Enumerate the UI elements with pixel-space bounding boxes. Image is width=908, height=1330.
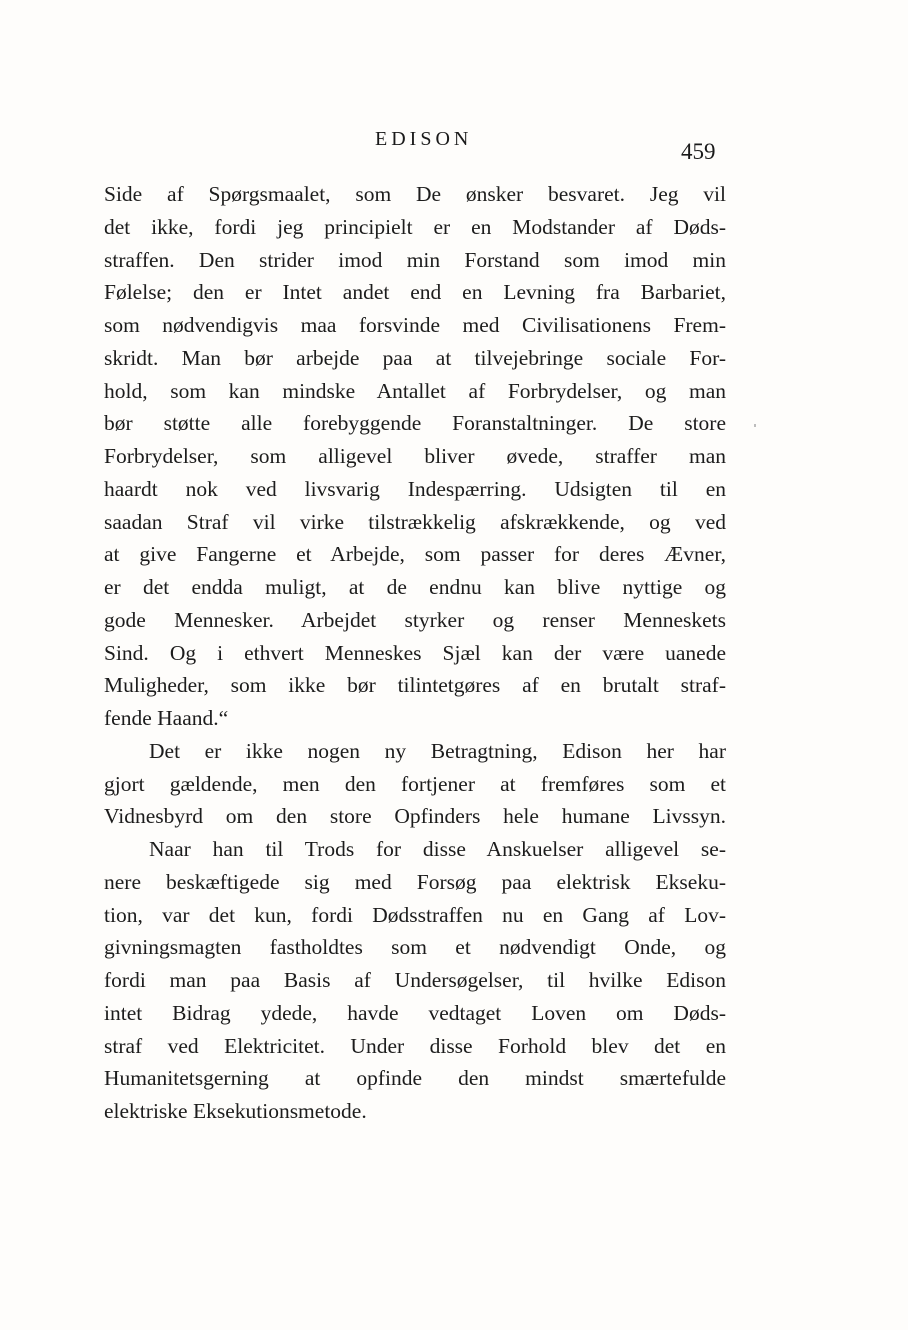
text-line: givningsmagten fastholdtes som et nødvendigt Onde, og <box>104 935 726 960</box>
text-line: nere beskæftigede sig med Forsøg paa elektrisk Ekseku- <box>104 869 726 894</box>
body-text <box>104 178 726 1128</box>
text-line: Muligheder, som ikke bør tilintetgøres af en brutalt straf- <box>104 673 726 698</box>
text-line: intet Bidrag ydede, havde vedtaget Loven om Døds- <box>104 1000 726 1025</box>
page-number: 459 <box>681 139 716 164</box>
text-line: haardt nok ved livsvarig Indespærring. Udsigten til en <box>104 476 726 501</box>
running-title: EDISON <box>375 128 473 150</box>
margin-speck <box>754 424 756 427</box>
text-line: Følelse; den er Intet andet end en Levning fra Barbariet, <box>104 280 726 305</box>
text-line: gode Mennesker. Arbejdet styrker og renser Menneskets <box>104 607 726 632</box>
text-line: Sind. Og i ethvert Menneskes Sjæl kan der være uanede <box>104 640 726 665</box>
text-line: skridt. Man bør arbejde paa at tilvejebringe sociale For- <box>104 345 726 370</box>
text-line: bør støtte alle forebyggende Foranstaltninger. De store <box>104 411 726 436</box>
paragraph-last-line: Vidnesbyrd om den store Opfinders hele humane Livssyn. <box>104 804 726 829</box>
paragraph-first-line: Det er ikke nogen ny Betragtning, Edison her har <box>149 738 726 763</box>
paragraph-last-line: fende Haand.“ <box>104 706 229 730</box>
text-line: Forbrydelser, som alligevel bliver øvede, straffer man <box>104 444 726 468</box>
text-line: Side af Spørgsmaalet, som De ønsker besvaret. Jeg vil <box>104 182 726 206</box>
text-line: det ikke, fordi jeg principielt er en Modstander af Døds- <box>104 214 726 239</box>
text-line: fordi man paa Basis af Undersøgelser, til hvilke Edison <box>104 968 726 992</box>
text-line: er det endda muligt, at de endnu kan blive nyttige og <box>104 575 726 599</box>
text-line: straffen. Den strider imod min Forstand som imod min <box>104 247 726 272</box>
text-line: gjort gældende, men den fortjener at fremføres som et <box>104 771 726 796</box>
text-line: saadan Straf vil virke tilstrækkelig afskrækkende, og ved <box>104 509 726 534</box>
text-line: hold, som kan mindske Antallet af Forbrydelser, og man <box>104 378 726 403</box>
text-line: tion, var det kun, fordi Dødsstraffen nu en Gang af Lov- <box>104 902 726 927</box>
text-line: at give Fangerne et Arbejde, som passer for deres Ævner, <box>104 542 726 567</box>
text-line: Humanitetsgerning at opfinde den mindst smærtefulde <box>104 1066 726 1091</box>
text-line: som nødvendigvis maa forsvinde med Civilisationens Frem- <box>104 313 726 337</box>
paragraph-last-line: elektriske Eksekutionsmetode. <box>104 1099 367 1123</box>
paragraph-first-line: Naar han til Trods for disse Anskuelser alligevel se- <box>149 837 726 861</box>
text-line: straf ved Elektricitet. Under disse Forhold blev det en <box>104 1033 726 1058</box>
